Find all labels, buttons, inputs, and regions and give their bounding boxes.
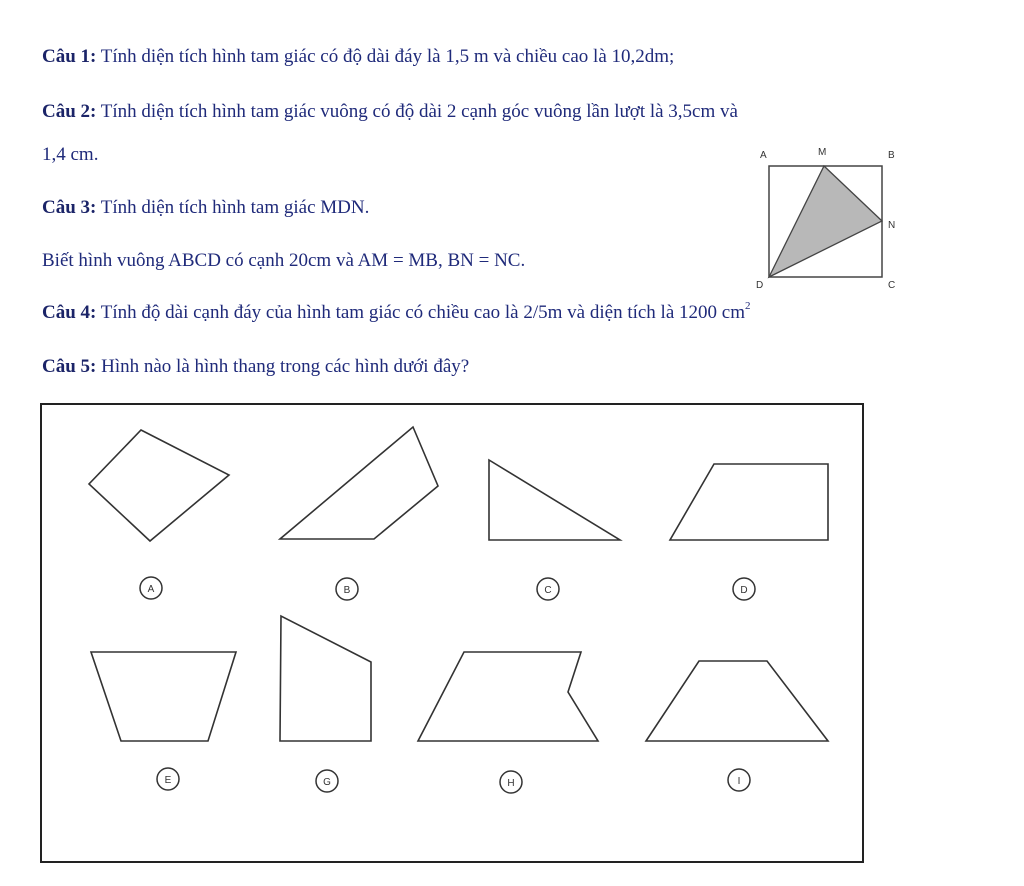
vertex-label-a: A xyxy=(760,150,767,161)
question-5-text: Hình nào là hình thang trong các hình dưới đây? xyxy=(96,356,470,377)
shape-label-e: E xyxy=(164,775,172,786)
question-4-text: Tính độ dài cạnh đáy của hình tam giác có chiều cao là 2/5m và diện tích là 1200 cm xyxy=(96,302,745,323)
square-abcd-figure xyxy=(748,138,918,298)
question-5-label: Câu 5: xyxy=(42,356,97,377)
question-3-given: Biết hình vuông ABCD có cạnh 20cm và AM = MB, BN = NC. xyxy=(42,250,526,271)
question-2 xyxy=(42,101,738,123)
shape-h-polygon xyxy=(418,652,598,741)
question-3 xyxy=(42,197,369,219)
shape-label-a: A xyxy=(147,584,155,595)
shape-label-g: G xyxy=(323,777,331,788)
shape-b-quadrilateral xyxy=(280,427,438,539)
vertex-label-c: C xyxy=(888,280,896,291)
question-1 xyxy=(42,46,674,68)
shapes-canvas xyxy=(42,405,862,861)
question-3-text: Tính diện tích hình tam giác MDN. xyxy=(96,197,370,218)
question-2-continuation: 1,4 cm. xyxy=(42,144,99,165)
shape-c-right-triangle xyxy=(489,460,620,540)
shapes-panel xyxy=(40,403,864,863)
vertex-label-n: N xyxy=(888,220,896,231)
question-1-text: Tính diện tích hình tam giác có độ dài đáy là 1,5 m và chiều cao là 10,2dm; xyxy=(96,46,675,67)
question-3-label: Câu 3: xyxy=(42,197,97,218)
vertex-label-b: B xyxy=(888,150,895,161)
vertex-label-d: D xyxy=(756,280,764,291)
question-4 xyxy=(42,302,750,324)
shape-d-trapezoid xyxy=(670,464,828,540)
shape-label-i: I xyxy=(737,776,741,787)
shape-a-quadrilateral xyxy=(89,430,229,541)
triangle-mdn xyxy=(769,166,882,277)
shape-label-c: C xyxy=(544,585,552,596)
shape-e-trapezoid xyxy=(91,652,236,741)
question-2-text: Tính diện tích hình tam giác vuông có độ dài 2 cạnh góc vuông lần lượt là 3,5cm và xyxy=(96,101,738,122)
question-1-label: Câu 1: xyxy=(42,46,97,67)
shape-label-d: D xyxy=(740,585,748,596)
shape-label-h: H xyxy=(507,778,515,789)
question-4-superscript: 2 xyxy=(744,300,751,312)
shape-label-b: B xyxy=(343,585,351,596)
shape-g-quadrilateral xyxy=(280,616,371,741)
shape-i-trapezoid xyxy=(646,661,828,741)
question-5 xyxy=(42,356,469,378)
vertex-label-m: M xyxy=(818,147,827,158)
question-2-label: Câu 2: xyxy=(42,101,97,122)
question-4-label: Câu 4: xyxy=(42,302,97,323)
